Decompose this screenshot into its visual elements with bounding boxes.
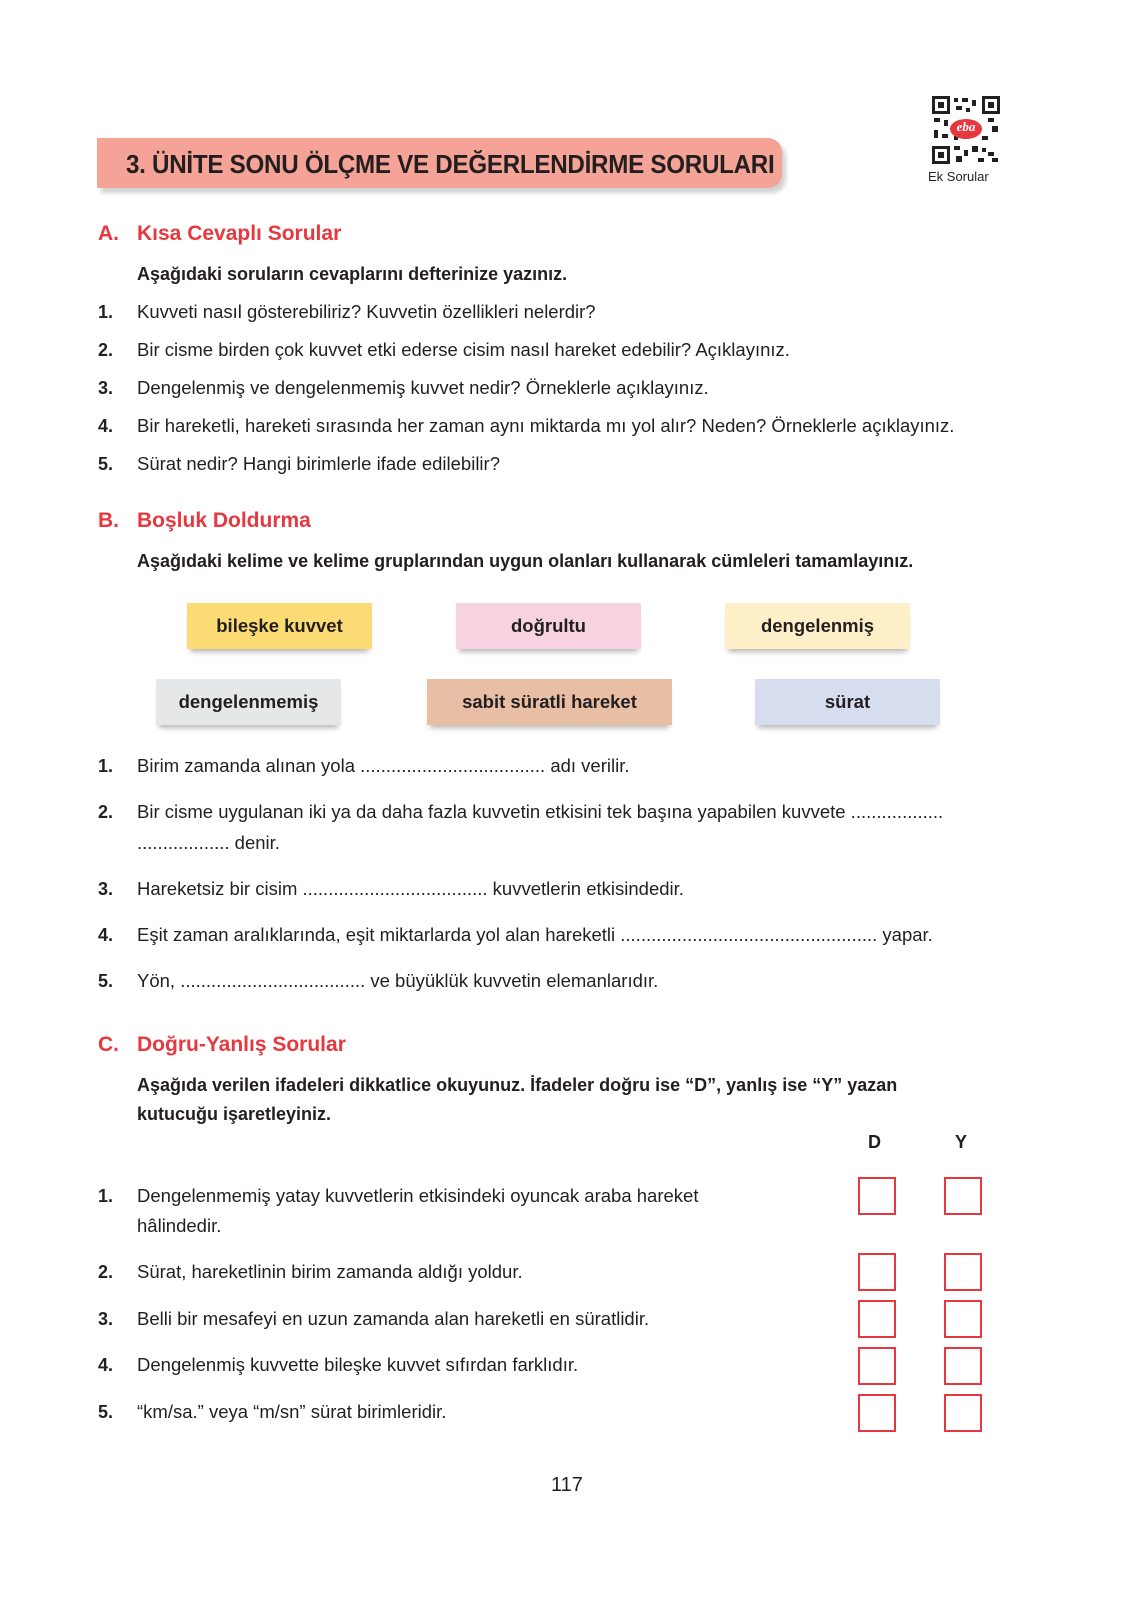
checkbox-d-q1[interactable] — [858, 1177, 896, 1215]
a-q2-number: 2. — [98, 340, 114, 360]
c-q3-number: 3. — [98, 1309, 114, 1329]
word-bank-item: bileşke kuvvet — [187, 603, 372, 649]
section-b-instruction: Aşağıdaki kelime ve kelime gruplarından uygun olanları kullanarak cümleleri tamamlayınız. — [137, 551, 914, 571]
word-bank-item: dengelenmiş — [725, 603, 910, 649]
checkbox-y-q3[interactable] — [944, 1300, 982, 1338]
checkbox-y-q5[interactable] — [944, 1394, 982, 1432]
c-q5-number: 5. — [98, 1402, 114, 1422]
word-bank-item: sabit süratli hareket — [427, 679, 672, 725]
b-q2-text-line2: .................. denir. — [137, 832, 280, 853]
a-q4-text: Bir hareketli, hareketi sırasında her zaman aynı miktarda mı yol alır? Neden? Örneklerle açıklayınız. — [137, 415, 955, 436]
c-q2-number: 2. — [98, 1262, 114, 1282]
section-c-instruction: Aşağıda verilen ifadeleri dikkatlice okuyunuz. İfadeler doğru ise “D”, yanlış ise “Y” yazan — [137, 1075, 898, 1095]
section-b-letter: B. — [98, 509, 119, 532]
a-q5-number: 5. — [98, 454, 114, 474]
c-q4-number: 4. — [98, 1355, 114, 1375]
page-number: 117 — [551, 1474, 583, 1496]
b-q4-number: 4. — [98, 925, 114, 945]
b-q1-text: Birim zamanda alınan yola .................................... adı verilir. — [137, 755, 630, 776]
checkbox-y-q1[interactable] — [944, 1177, 982, 1215]
c-q5-text: “km/sa.” veya “m/sn” sürat birimleridir. — [137, 1401, 447, 1422]
b-q4-text: Eşit zaman aralıklarında, eşit miktarlarda yol alan hareketli .................................................. yapar. — [137, 924, 933, 945]
c-q1-text: Dengelenmemiş yatay kuvvetlerin etkisindeki oyuncak araba hareket — [137, 1185, 699, 1206]
c-q4-text: Dengelenmiş kuvvette bileşke kuvvet sıfırdan farklıdır. — [137, 1354, 579, 1375]
eba-logo-text: eba — [956, 119, 976, 134]
qr-label: Ek Sorular — [928, 169, 989, 184]
c-q3-text: Belli bir mesafeyi en uzun zamanda alan hareketli en süratlidir. — [137, 1308, 650, 1329]
checkbox-d-q3[interactable] — [858, 1300, 896, 1338]
a-q4-number: 4. — [98, 416, 114, 436]
b-q3-text: Hareketsiz bir cisim .................................... kuvvetlerin etkisindedir. — [137, 878, 684, 899]
c-q1-text-line2: hâlindedir. — [137, 1215, 222, 1236]
checkbox-y-q2[interactable] — [944, 1253, 982, 1291]
page-title: 3. ÜNİTE SONU ÖLÇME VE DEĞERLENDİRME SORULARI — [126, 149, 775, 179]
b-q1-number: 1. — [98, 756, 114, 776]
a-q3-text: Dengelenmiş ve dengelenmemiş kuvvet nedir? Örneklerle açıklayınız. — [137, 377, 709, 398]
b-q2-text: Bir cisme uygulanan iki ya da daha fazla kuvvetin etkisini tek başına yapabilen kuvvete .................. — [137, 801, 944, 822]
section-a-letter: A. — [98, 222, 119, 245]
section-b-title: Boşluk Doldurma — [137, 509, 311, 532]
c-q2-text: Sürat, hareketlinin birim zamanda aldığı yoldur. — [137, 1261, 523, 1282]
section-c-letter: C. — [98, 1033, 119, 1056]
a-q1-text: Kuvveti nasıl gösterebiliriz? Kuvvetin özellikleri nelerdir? — [137, 301, 596, 322]
a-q1-number: 1. — [98, 302, 114, 322]
checkbox-y-q4[interactable] — [944, 1347, 982, 1385]
b-q5-text: Yön, .................................... ve büyüklük kuvvetin elemanlarıdır. — [137, 970, 659, 991]
a-q5-text: Sürat nedir? Hangi birimlerle ifade edilebilir? — [137, 453, 500, 474]
word-bank-item: doğrultu — [456, 603, 641, 649]
word-bank-item: dengelenmemiş — [156, 679, 341, 725]
section-a-title: Kısa Cevaplı Sorular — [137, 222, 342, 245]
column-d-label: D — [868, 1132, 881, 1152]
a-q2-text: Bir cisme birden çok kuvvet etki ederse cisim nasıl hareket edebilir? Açıklayınız. — [137, 339, 790, 360]
checkbox-d-q2[interactable] — [858, 1253, 896, 1291]
b-q2-number: 2. — [98, 802, 114, 822]
c-q1-number: 1. — [98, 1186, 114, 1206]
checkbox-d-q5[interactable] — [858, 1394, 896, 1432]
a-q3-number: 3. — [98, 378, 114, 398]
b-q3-number: 3. — [98, 879, 114, 899]
section-c-instruction-line2: kutucuğu işaretleyiniz. — [137, 1104, 332, 1124]
checkbox-d-q4[interactable] — [858, 1347, 896, 1385]
section-a-instruction: Aşağıdaki soruların cevaplarını defterinize yazınız. — [137, 264, 568, 284]
section-c-title: Doğru-Yanlış Sorular — [137, 1033, 346, 1056]
b-q5-number: 5. — [98, 971, 114, 991]
column-y-label: Y — [955, 1132, 968, 1152]
word-bank-item: sürat — [755, 679, 940, 725]
